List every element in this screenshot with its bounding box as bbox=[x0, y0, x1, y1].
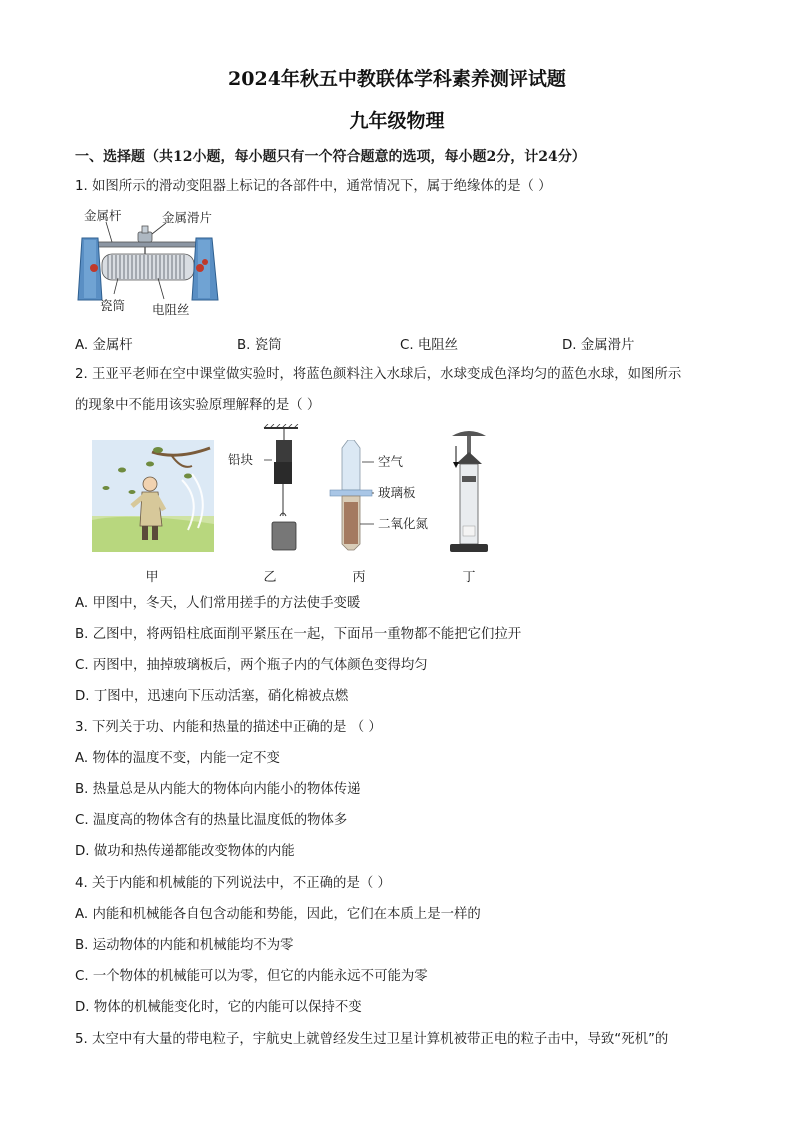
page-subtitle: 九年级物理 bbox=[349, 110, 445, 132]
rheostat-figure bbox=[72, 204, 232, 324]
question-2-stem-line1: 2. 王亚平老师在空中课堂做实验时，将蓝色颜料注入水球后，水球变成色泽均匀的蓝色水球，如图所示 bbox=[75, 367, 682, 382]
figure-ding-fire-syringe bbox=[446, 430, 492, 558]
label-ceramic-tube: 瓷筒 bbox=[100, 298, 126, 313]
label-metal-rod: 金属杆 bbox=[84, 208, 122, 223]
caption-yi: 乙 bbox=[263, 570, 277, 585]
question-4-stem: 4. 关于内能和机械能的下列说法中，不正确的是（ ） bbox=[75, 876, 391, 891]
q3-option-b[interactable]: B. 热量总是从内能大的物体向内能小的物体传递 bbox=[75, 782, 361, 797]
caption-jia: 甲 bbox=[145, 570, 159, 585]
q1-option-c[interactable]: C. 电阻丝 bbox=[400, 338, 459, 353]
q2-option-b[interactable]: B. 乙图中，将两铅柱底面削平紧压在一起，下面吊一重物都不能把它们拉开 bbox=[75, 627, 522, 642]
q1-option-a[interactable]: A. 金属杆 bbox=[75, 338, 133, 353]
q4-option-a[interactable]: A. 内能和机械能各自包含动能和势能，因此，它们在本质上是一样的 bbox=[75, 907, 481, 922]
label-lead-block: 铅块 bbox=[228, 452, 254, 467]
caption-ding: 丁 bbox=[462, 570, 476, 585]
q1-option-d[interactable]: D. 金属滑片 bbox=[562, 338, 635, 353]
label-metal-slider: 金属滑片 bbox=[162, 210, 213, 225]
q3-option-c[interactable]: C. 温度高的物体含有的热量比温度低的物体多 bbox=[75, 813, 348, 828]
figure-jia-windy-scene bbox=[92, 440, 214, 552]
q3-option-d[interactable]: D. 做功和热传递都能改变物体的内能 bbox=[75, 844, 295, 859]
question-1-stem: 1. 如图所示的滑动变阻器上标记的各部件中，通常情况下，属于绝缘体的是（ ） bbox=[75, 179, 552, 194]
label-resistance-wire: 电阻丝 bbox=[152, 302, 190, 317]
question-5-stem: 5. 太空中有大量的带电粒子，宇航史上就曾经发生过卫星计算机被带正电的粒子击中，导致“死机”的 bbox=[75, 1032, 669, 1047]
q4-option-d[interactable]: D. 物体的机械能变化时，它的内能可以保持不变 bbox=[75, 1000, 362, 1015]
section-heading: 一、选择题（共12小题，每小题只有一个符合题意的选项，每小题2分，计24分） bbox=[75, 149, 586, 165]
q1-option-b[interactable]: B. 瓷筒 bbox=[237, 338, 282, 353]
q4-option-c[interactable]: C. 一个物体的机械能可以为零，但它的内能永远不可能为零 bbox=[75, 969, 428, 984]
q2-option-c[interactable]: C. 丙图中，抽掉玻璃板后，两个瓶子内的气体颜色变得均匀 bbox=[75, 658, 428, 673]
figure-bing-gas-bottles bbox=[324, 440, 434, 552]
slider-shape bbox=[138, 232, 152, 242]
caption-bing: 丙 bbox=[352, 570, 366, 585]
figure-yi-lead-blocks bbox=[228, 424, 314, 558]
page-title: 2024年秋五中教联体学科素养测评试题 bbox=[228, 68, 566, 90]
q4-option-b[interactable]: B. 运动物体的内能和机械能均不为零 bbox=[75, 938, 294, 953]
metal-rod-shape bbox=[92, 242, 204, 247]
question-2-stem-line2: 的现象中不能用该实验原理解释的是（ ） bbox=[75, 398, 321, 413]
q3-option-a[interactable]: A. 物体的温度不变，内能一定不变 bbox=[75, 751, 280, 766]
q2-option-a[interactable]: A. 甲图中，冬天，人们常用搓手的方法使手变暖 bbox=[75, 596, 361, 611]
label-no2: 二氧化氮 bbox=[378, 516, 429, 531]
label-glass-plate: 玻璃板 bbox=[378, 485, 416, 500]
q2-option-d[interactable]: D. 丁图中，迅速向下压动活塞，硝化棉被点燃 bbox=[75, 689, 349, 704]
label-air: 空气 bbox=[378, 454, 404, 469]
question-3-stem: 3. 下列关于功、内能和热量的描述中正确的是 （ ） bbox=[75, 720, 382, 735]
